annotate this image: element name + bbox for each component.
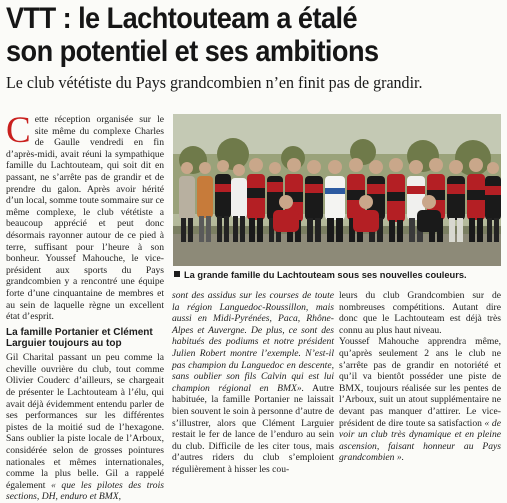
caption-square-bullet — [174, 271, 180, 277]
subtitle: Le club vététiste du Pays grandcombien n’en finit pas de grandir. — [6, 73, 423, 92]
team-photo-illustration — [173, 114, 501, 266]
photo-caption — [173, 268, 501, 282]
quote-start: « que les pilotes des trois sections, DH, enduro et BMX, — [6, 479, 164, 503]
section-subhead: La famille Portanier et Clément Larguier toujours au top — [6, 326, 153, 350]
drop-cap: C — [6, 110, 31, 151]
paragraph-notoriety: leurs du club Grandcombien sur de nombreuses compétitions. Autant dire donc que le Lachtouteam est déjà très connu au plus haut niveau. — [339, 290, 501, 336]
article-column-1 — [6, 110, 164, 503]
team-photo — [173, 114, 501, 266]
paragraph-portanier: Autre habituée, la famille Portanier ne laissait bien souvent le soin à personne d’autre de s’illustrer, alors que Clément Larguier restait le fer de lance de l’enduro au sein du club. Difficile de les citer tous, mais d’autres riders du club s’emploient régulièrement à hisser les cou- — [172, 382, 334, 475]
article-column-2 — [172, 290, 334, 476]
article-column-3 — [339, 290, 501, 464]
quote-vice-president: « de voir un club très dynamique et en pleine ascension, faisant honneur au Pays grandcombien ». — [339, 417, 501, 464]
headline-line-2: son potentiel et ses ambitions — [6, 35, 379, 68]
quote-continuation: sont des assidus sur les courses de toute la région Languedoc-Roussillon, mais aussi en Midi-Pyrénées, Paca, Rhône-Alpes et Auvergne. De plus, ce sont des habitués des podiums et notre président Julien Robert montre l’exemple. N’est-il pas champion du Languedoc en descente, sans oublier son fils Calvin qui est lui champion régional en BMX». — [172, 290, 334, 394]
caption-text: La grande famille du Lachtouteam sous ses nouvelles couleurs. — [184, 270, 467, 280]
paragraph-intro: ette réception organisée sur le site même du complexe Charles de Gaulle vendredi en fin d’après-midi, avait réuni la sympathique famille du Lachtouteam, qui soit dit en passant, ne s’arrête pas de grandir et de prendre du galon. Après avoir hérité d’un local, somme toute sommaire sur ce même complexe, le club vététiste a beaucoup apprécié et peut donc désormais rayonner autour de ce pied à terre, suffisant pour l’heure à son bonheur. Youssef Mahouche, le vice-président aux sports du Pays grandcombien y a rencontré une équipe forte d’une cinquantaine de membres et au sein de laquelle règne un excellent état d’esprit. — [6, 114, 164, 323]
headline — [6, 2, 461, 68]
headline-line-1: VTT : le Lachtouteam a étalé — [6, 2, 358, 35]
paragraph-mahouche: Youssef Mahouche apprendra même, qu’après seulement 2 ans le club ne s’arrête pas de grandir en notoriété et qu’il va bientôt posséder une piste de BMX, toujours réalisée sur les pentes de l’Arboux, suit un atout supplémentaire ne devant pas manquer d’attirer. Le vice-président de dire toute sa satisfaction — [339, 336, 501, 429]
paragraph-charital: Gil Charital passant un peu comme la cheville ouvrière du club, tout comme Olivier Couderc d’ailleurs, se chargeait de présenter le Lachtouteam à l’élu, qui avait déjà évidemment entendu parler de ses performances sur les différentes pistes de la moitié sud de l’hexagone. Sans oublier la piste locale de l’Arboux, considérée selon de grosses pointures nationales et mêmes internationales, comme la plus belle. Gil a rappelé également — [6, 352, 164, 491]
